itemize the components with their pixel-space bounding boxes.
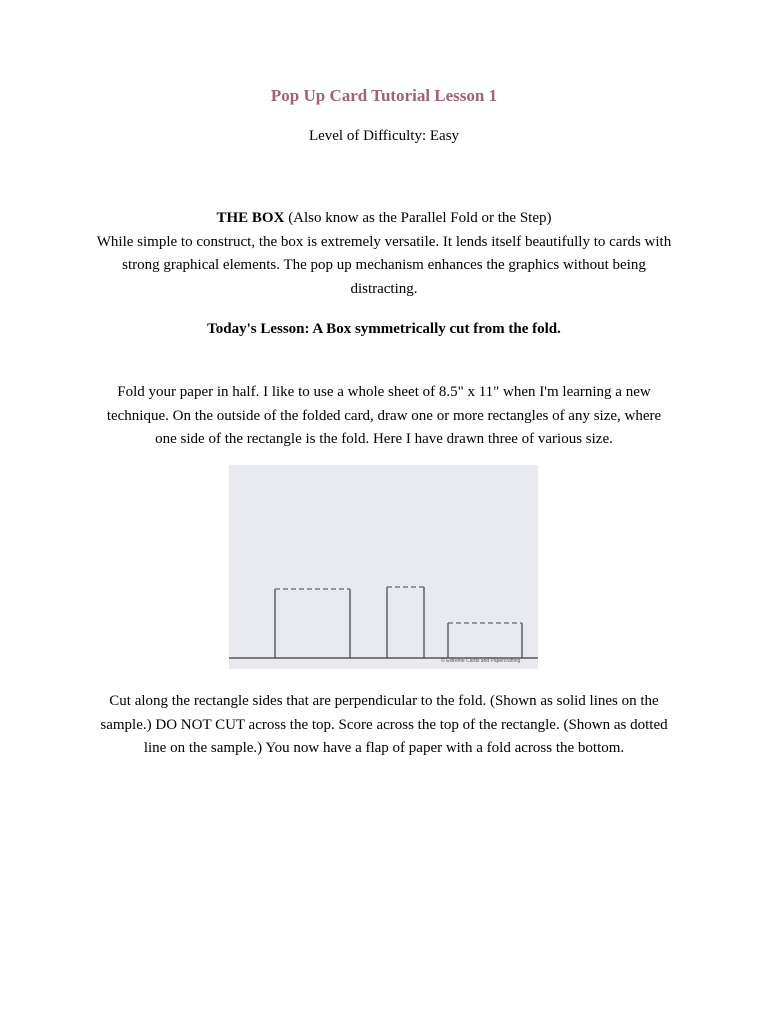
figure-caption: © Extreme Cards and Papercrafting <box>441 658 521 664</box>
section-heading-bold: THE BOX <box>216 210 285 226</box>
section-heading <box>96 207 672 231</box>
step-1-paragraph: Fold your paper in half. I like to use a whole sheet of 8.5" x 11" when I'm learning a new technique. On the outside of the folded card, draw one or more rectangles of any size, where one side of the rectangle is the fold. Here I have drawn three of various size. <box>106 384 662 447</box>
intro-paragraph: While simple to construct, the box is extremely versatile. It lends itself beautifully to cards with strong graphical elements. The pop up mechanism enhances the graphics without being distracting. <box>96 233 672 297</box>
page-title: Pop Up Card Tutorial Lesson 1 <box>270 86 498 105</box>
sample-figure <box>229 465 538 669</box>
lesson-label: Today's Lesson: A Box symmetrically cut from the fold. <box>207 321 561 337</box>
rectangles-diagram <box>229 465 538 669</box>
intro-section <box>96 207 672 301</box>
difficulty-level: Level of Difficulty: Easy <box>308 128 460 144</box>
step-2-paragraph: Cut along the rectangle sides that are perpendicular to the fold. (Shown as solid lines on the sample.) DO NOT CUT across the top. Score across the top of the rectangle. (Shown as dotted line on the sample.) You now have a flap of paper with a fold across the bottom. <box>100 693 668 756</box>
section-heading-rest: (Also know as the Parallel Fold or the Step) <box>284 210 552 226</box>
